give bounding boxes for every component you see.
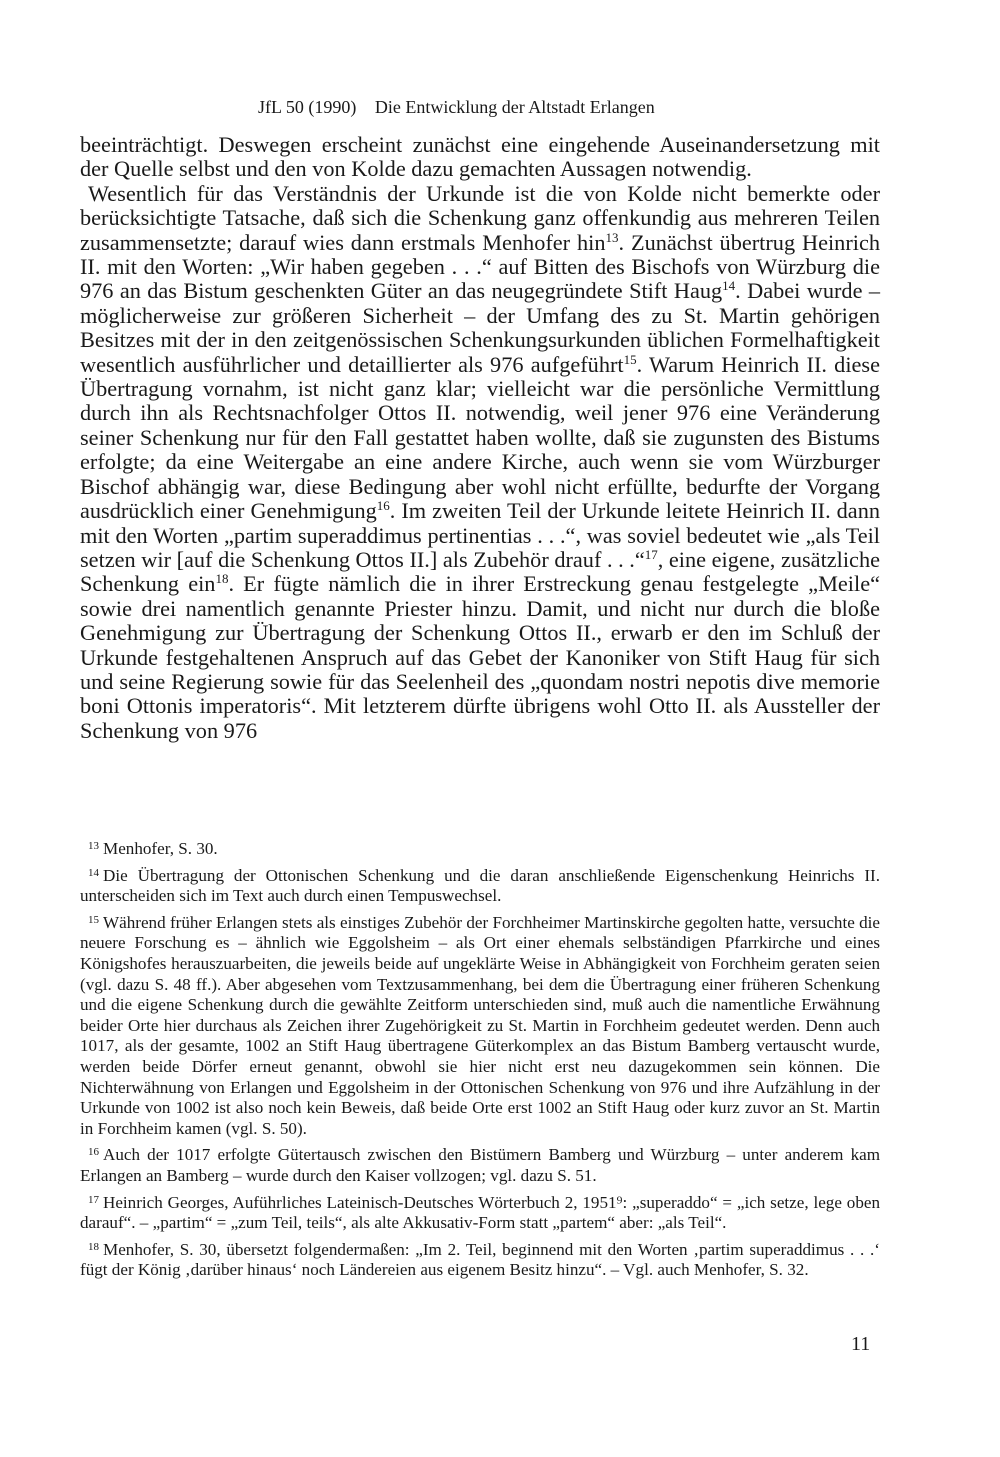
footnote-number: 16 — [88, 1146, 99, 1159]
footnote — [80, 863, 880, 907]
footnote-number: 14 — [88, 866, 99, 879]
running-header — [258, 97, 655, 118]
footnote-text: Menhofer, S. 30, übersetzt folgendermaßen: „Im 2. Teil, beginnend mit den Worten ‚partim superaddimus . . .‘ fügt der König ‚darüber hinaus‘ noch Ländereien aus eigenem Besitz hinzu“. – Vgl. auch Menhofer, S. 32. — [80, 1239, 880, 1280]
footnote-text: Auch der 1017 erfolgte Gütertausch zwischen den Bistümern Bamberg und Würzburg – unter anderem kam Erlangen an Bamberg – wurde durch den Kaiser vollzogen; vgl. dazu S. 51. — [80, 1145, 880, 1185]
text-segment: . Warum Heinrich II. diese Übertragung vornahm, ist nicht ganz klar; vielleicht war die persönliche Vermittlung durch ihn als Rechtsnachfolger Ottos II. notwendig, weil jener 976 eine Veränderung seiner Schenkung nur für den Fall gestattet haben wollte, daß sie zugunsten des Bistums erfolgte; da eine Weitergabe an eine andere Kirche, auch wenn sie vom Würzburger Bischof abhängig war, diese Bedingung aber wohl nicht erfüllte, bedurfte der Vorgang ausdrücklich einer Genehmigung — [80, 351, 880, 524]
footnote — [80, 836, 880, 860]
footnote-text: Menhofer, S. 30. — [103, 839, 218, 858]
footnote — [80, 1190, 880, 1234]
footnote — [80, 1142, 880, 1186]
main-text — [80, 133, 880, 743]
text-segment: beeinträchtigt. Deswegen erscheint zunächst eine eingehende Auseinandersetzung mit der Quelle selbst und den von Kolde dazu gemachten Aussagen notwendig. — [80, 132, 880, 182]
footnote-number: 18 — [88, 1240, 99, 1253]
footnote-reference: 13 — [605, 229, 619, 245]
footnote — [80, 910, 880, 1140]
footnotes — [80, 836, 880, 1284]
text-segment: , eine eigene, zusätzliche Schenkung ein — [80, 546, 880, 597]
footnote-text: Die Übertragung der Ottonischen Schenkung und die daran anschließende Eigenschenkung Heinrichs II. unterscheiden sich im Text auch durch einen Tempuswechsel. — [80, 865, 880, 906]
journal-reference: JfL 50 (1990) — [258, 97, 357, 117]
body-paragraph — [80, 182, 880, 743]
footnote-number: 15 — [88, 913, 99, 926]
footnote-reference: 16 — [376, 498, 390, 514]
footnote — [80, 1237, 880, 1281]
text-segment: . Zunächst übertrug Heinrich II. mit den Worten: „Wir haben gegeben . . .“ auf Bitten des Bischofs von Würzburg die 976 an das Bistum geschenkten Güter an das neugegründete Stift Haug — [80, 229, 880, 304]
body-paragraph — [80, 133, 880, 182]
footnote-number: 17 — [88, 1193, 99, 1206]
text-segment: . Im zweiten Teil der Urkunde leitete Heinrich II. dann mit den Worten „partim superaddimus pertinentias . . .“, was soviel bedeutet wie „als Teil setzen wir [auf die Schenkung Ottos II.] als Zubehör drauf . . .“ — [80, 498, 880, 572]
text-segment: . Dabei wurde – möglicherweise zur größeren Sicherheit – der Umfang des zu St. Martin gehörigen Besitzes mit der in den zeitgenössischen Schenkungsurkunden üblichen Formelhaftigkeit wesentlich ausführlicher und detaillierter als 976 aufgeführt — [80, 278, 881, 377]
text-segment: Wesentlich für das Verständnis der Urkunde ist die von Kolde nicht bemerkte oder berücksichtigte Tatsache, daß sich die Schenkung ganz offenkundig aus mehreren Teilen zusammensetzte; darauf wies dann erstmals Menhofer hin — [80, 180, 880, 255]
footnote-reference: 17 — [644, 546, 658, 562]
footnote-text: Während früher Erlangen stets als einstiges Zubehör der Forchheimer Martinskirche gegolten hatte, versuchte die neuere Forschung es – ähnlich wie Eggolsheim – als Ort einer ehemals selbständigen Pfarrkirche und eines Königshofes herauszuarbeiten, die jeweils beide auf ungeklärte Weise in Abhängigkeit von Forchheim geraten seien (vgl. dazu S. 48 ff.). Aber abgesehen vom Textzusammenhang, bei dem die Übertragung einer früheren Schenkung und die eigene Schenkung durch die gewählte Zeitform unterschieden sind, muß auch die namentliche Erwähnung beider Orte hier durchaus als Zeichen ihrer Zugehörigkeit zu St. Martin in Forchheim gedeutet werden. Denn auch 1017, als der gesamte, 1002 an Stift Haug übertragene Güterkomplex an das Bistum Bamberg vertauscht wurde, werden beide Dörfer erneut genannt, obwohl sie hier nicht erst neu dazugekommen sein können. Die Nichterwähnung von Erlangen und Eggolsheim in der Ottonischen Schenkung von 976 und ihre Aufzählung in der Urkunde von 1002 ist also noch kein Beweis, daß beide Orte erst 1002 an Stift Haug oder kurz zuvor an St. Martin in Forchheim kamen (vgl. S. 50). — [80, 912, 880, 1138]
footnote-number: 13 — [88, 840, 99, 852]
text-segment: . Er fügte nämlich die in ihrer Erstreckung genau festgelegte „Meile“ sowie drei namentlich genannte Priester hinzu. Damit, und nicht nur durch die bloße Genehmigung zur Übertragung der Schenkung Ottos II., erwarb er den im Schluß der Urkunde festgehaltenen Anspruch auf das Gebet der Kanoniker von Stift Haug für sich und seine Regierung sowie für das Seelenheil des „quondam nostri nepotis dive memorie boni Ottonis imperatoris“. Mit letzterem dürfte übrigens wohl Otto II. als Aussteller der Schenkung von 976 — [80, 571, 880, 743]
footnote-text: Heinrich Georges, Auführliches Lateinisch-Deutsches Wörterbuch 2, 1951⁹: „superaddo“ = „ich setze, lege oben darauf“. – „partim“ = „zum Teil, teils“, als alte Akkusativ-Form statt „partem“ aber: „als Teil“. — [80, 1192, 880, 1233]
footnote-reference: 14 — [722, 278, 736, 294]
page-number: 11 — [851, 1333, 871, 1355]
footnote-reference: 18 — [215, 571, 229, 587]
running-title: Die Entwicklung der Altstadt Erlangen — [374, 97, 655, 117]
footnote-reference: 15 — [623, 351, 637, 367]
